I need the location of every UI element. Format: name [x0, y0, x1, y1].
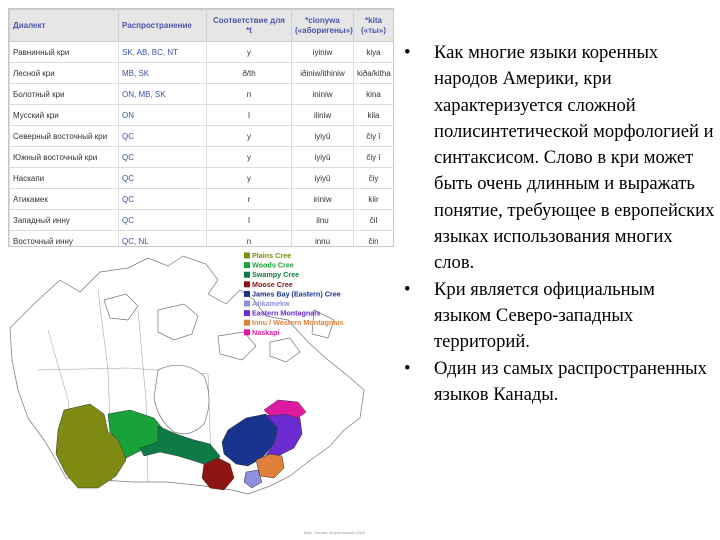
bullet-item: [404, 356, 716, 409]
cell-aborigines: ininiw: [292, 84, 354, 105]
cell-dialect: Северный восточный кри: [10, 126, 119, 147]
bullet-text: Кри является официальным языком Северо-западных территорий.: [434, 278, 655, 353]
cell-aborigines: ilnu: [292, 210, 354, 231]
table-row: [10, 210, 394, 231]
legend-swatch: [244, 281, 250, 287]
legend-label: Eastern Montagnais: [252, 308, 321, 318]
table-row: [10, 63, 394, 84]
bullet-marker: •: [404, 278, 411, 300]
column-header-dialect: Диалект: [10, 10, 119, 42]
cell-t-reflex: n: [207, 84, 292, 105]
bullet-list: [404, 40, 716, 408]
cell-aborigines: iyiyū: [292, 147, 354, 168]
cell-distribution: ON, MB, SK: [119, 84, 207, 105]
column-header-aborigines: *cionywa («аборигены»): [292, 10, 354, 42]
bullet-item: [404, 277, 716, 356]
legend-swatch: [244, 272, 250, 278]
legend-label: Atikamekw: [252, 299, 290, 308]
cell-t-reflex: y: [207, 126, 292, 147]
cell-you: kiða/kitha: [354, 63, 394, 84]
legend-swatch: [244, 320, 250, 326]
cell-you: kina: [354, 84, 394, 105]
cell-aborigines: innu: [292, 231, 354, 248]
cell-distribution: QC, NL: [119, 231, 207, 248]
cell-dialect: Южный восточный кри: [10, 147, 119, 168]
cell-distribution: QC: [119, 168, 207, 189]
map-legend: [244, 251, 343, 337]
cell-t-reflex: l: [207, 210, 292, 231]
cell-you: kila: [354, 105, 394, 126]
cell-t-reflex: y: [207, 168, 292, 189]
legend-label: James Bay (Eastern) Cree: [252, 289, 341, 299]
bullet-marker: •: [404, 357, 411, 379]
map-svg: [8, 250, 368, 536]
bullet-marker: •: [404, 42, 411, 63]
cell-aborigines: iriniw: [292, 189, 354, 210]
column-header-distribution: Распространение: [119, 10, 207, 42]
cell-aborigines: iyiyū: [292, 168, 354, 189]
table-row: [10, 84, 394, 105]
table-row: [10, 147, 394, 168]
legend-label: Plains Cree: [252, 251, 292, 260]
table-row: [10, 168, 394, 189]
table-row: [10, 189, 394, 210]
table-row: [10, 231, 394, 248]
cell-you: čiy: [354, 168, 394, 189]
cell-you: kiir: [354, 189, 394, 210]
cell-aborigines: iyiniw: [292, 42, 354, 63]
cell-t-reflex: y: [207, 147, 292, 168]
cell-aborigines: iyiyū: [292, 126, 354, 147]
legend-label: Swampy Cree: [252, 270, 300, 280]
cell-t-reflex: y: [207, 42, 292, 63]
cell-aborigines: iliniw: [292, 105, 354, 126]
legend-label: Naskapi: [252, 327, 280, 337]
table-body: [10, 42, 394, 248]
cell-distribution: ON: [119, 105, 207, 126]
legend-label: Moose Cree: [252, 279, 293, 289]
cell-distribution: MB, SK: [119, 63, 207, 84]
cell-t-reflex: ð/th: [207, 63, 292, 84]
cell-dialect: Восточный инну: [10, 231, 119, 248]
legend-label: Woods Cree: [252, 260, 294, 270]
cell-t-reflex: r: [207, 189, 292, 210]
cell-distribution: QC: [119, 210, 207, 231]
legend-swatch: [244, 253, 250, 259]
cell-dialect: Равнинный кри: [10, 42, 119, 63]
dialect-table: [9, 9, 394, 247]
cell-you: čil: [354, 210, 394, 231]
cell-distribution: QC: [119, 189, 207, 210]
cell-aborigines: iðiniw/ithiniw: [292, 63, 354, 84]
table-row: [10, 126, 394, 147]
legend-swatch: [244, 329, 250, 335]
cell-you: čiy ī: [354, 147, 394, 168]
cell-you: čin: [354, 231, 394, 248]
cell-dialect: Западный инну: [10, 210, 119, 231]
bullet-text: Один из самых распространенных языков Канады.: [434, 357, 707, 405]
table-row: [10, 105, 394, 126]
legend-label: Innu / Western Montagnais: [252, 318, 344, 328]
bullet-item: [404, 40, 716, 277]
legend-swatch: [244, 301, 250, 307]
legend-swatch: [244, 310, 250, 316]
cell-dialect: Болотный кри: [10, 84, 119, 105]
cell-t-reflex: l: [207, 105, 292, 126]
legend-swatch: [244, 291, 250, 297]
cell-dialect: Лесной кри: [10, 63, 119, 84]
cell-distribution: QC: [119, 147, 207, 168]
bullet-text: Как многие языки коренных народов Америки, кри характеризуется сложной полисинтетической морфологией и синтаксисом. Слово в кри может быть очень длинным и выражать понятие, требующее в европейских языках использования многих слов.: [434, 42, 715, 274]
table-header-row: [10, 10, 394, 42]
column-header-you: *kita («ты»): [354, 10, 394, 42]
column-header-t-reflex: Соответствие для *t: [207, 10, 292, 42]
legend-swatch: [244, 262, 250, 268]
cree-dialects-map: [8, 250, 368, 536]
table-row: [10, 42, 394, 63]
cell-dialect: Мусский кри: [10, 105, 119, 126]
cell-dialect: Атикамек: [10, 189, 119, 210]
cell-you: kiya: [354, 42, 394, 63]
cell-you: čiy ī: [354, 126, 394, 147]
cell-t-reflex: n: [207, 231, 292, 248]
dialect-table-panel: [8, 8, 394, 247]
cell-distribution: QC: [119, 126, 207, 147]
map-credit: Map: Tomasz Wojciechowski 2006: [304, 530, 365, 535]
cell-dialect: Наскапи: [10, 168, 119, 189]
cell-distribution: SK, AB, BC, NT: [119, 42, 207, 63]
